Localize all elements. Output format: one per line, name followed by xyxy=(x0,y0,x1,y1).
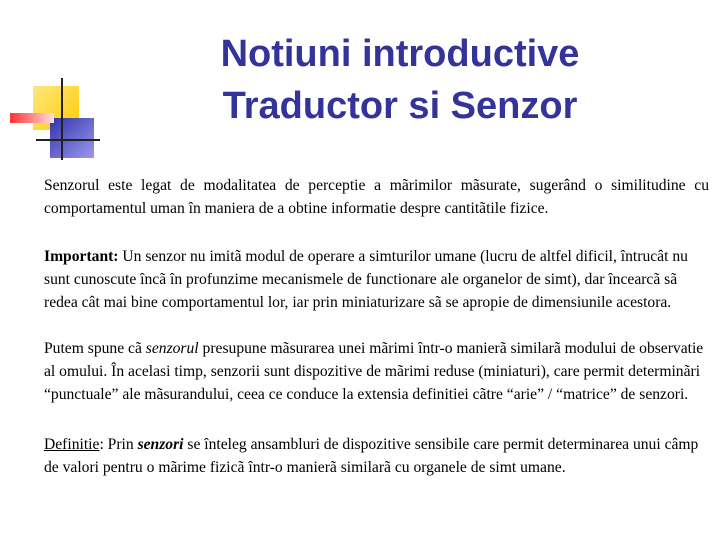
important-text: Un senzor nu imitã modul de operare a simturilor umane (lucru de altfel dificil, întrucât nu sunt cunoscute încã în profunzime mecanismele de functionare ale organelor de simt), dar încearcã sã redea cât mai bine comportamentul lor, iar prin miniaturizare sã se apropie de dimensiunile acestora. xyxy=(44,248,688,311)
paragraph-senzor-intro: Senzorul este legat de modalitatea de perceptie a mãrimilor mãsurate, sugerând o similitudine cu comportamentul uman în maniera de a obtine informatie despre cantitãtile fizice. xyxy=(44,177,709,217)
logo-red-bar xyxy=(10,113,54,123)
definitie-senzori: senzori xyxy=(137,436,184,453)
title-line-1: Notiuni introductive xyxy=(220,33,580,75)
definitie-text: se înteleg ansambluri de dispozitive sensibile care permit determinarea unui câmp de valori pentru o mãrime fizicã într-o manierã similarã cu organele de simt umane. xyxy=(44,436,699,476)
paragraph-definitie xyxy=(44,433,709,479)
p3-text-before: Putem spune cã xyxy=(44,340,146,357)
p3-italic-senzorul: senzorul xyxy=(145,340,199,357)
logo-blue-square xyxy=(50,118,94,158)
paragraph-important xyxy=(44,245,709,314)
slide-title xyxy=(150,28,650,132)
slide-logo-decoration xyxy=(0,0,110,170)
important-label: Important: xyxy=(44,248,119,265)
definitie-colon: : Prin xyxy=(99,436,138,453)
paragraph-putem-spune xyxy=(44,337,709,406)
definitie-label: Definitie xyxy=(44,436,100,453)
p3-text-after: presupune mãsurarea unei mãrimi într-o manierã similarã modului de observatie al omului. În acelasi timp, senzorii sunt dispozitive de mãrimi reduse (miniaturi), care permit determinãri “punctuale” ale mãsurandului, ceea ce conduce la extensia definitiei cãtre “arie” / “matrice” de senzori. xyxy=(44,340,704,403)
title-line-2: Traductor si Senzor xyxy=(222,85,578,127)
